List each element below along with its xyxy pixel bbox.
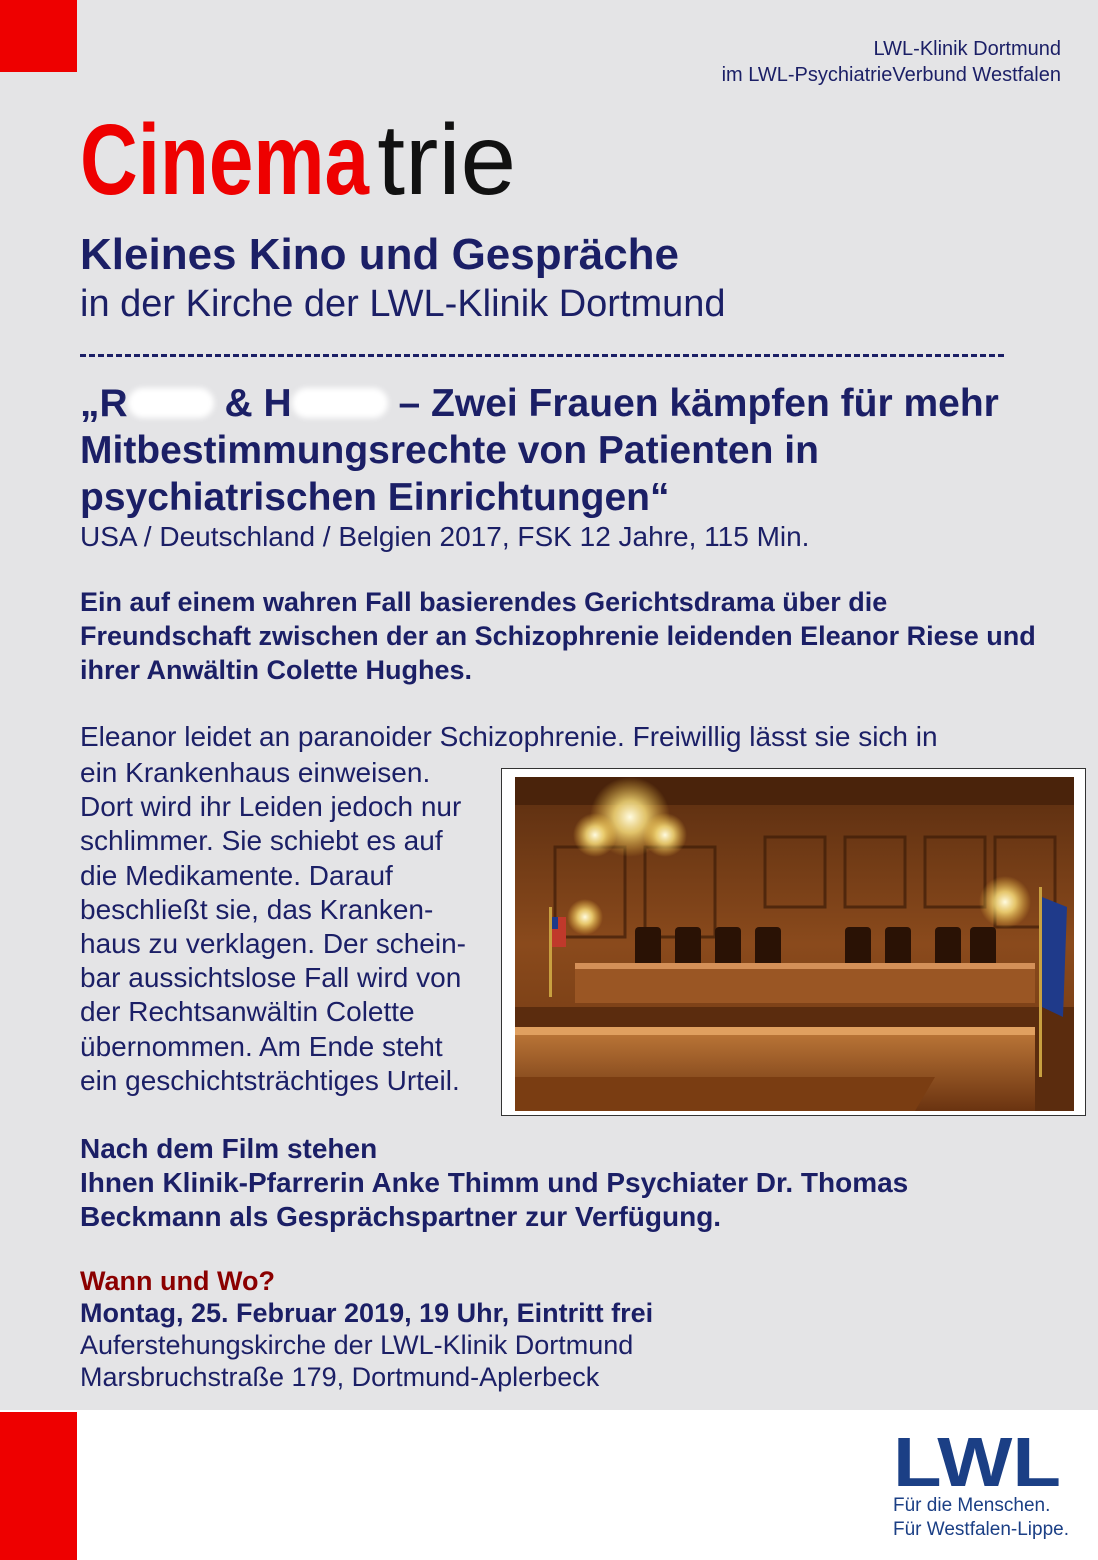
synopsis-line: ein Krankenhaus einweisen. xyxy=(80,757,431,788)
courtroom-photo xyxy=(501,768,1086,1116)
after-film-info xyxy=(80,1132,1040,1234)
film-intro: Ein auf einem wahren Fall basierendes Gerichtsdrama über die Freundschaft zwischen der an Schizophrenie leidenden Eleanor Riese und ihrer Anwältin Colette Hughes. xyxy=(80,587,1036,685)
film-title-mid: & H xyxy=(213,382,292,425)
when-heading: Wann und Wo? xyxy=(80,1266,275,1296)
event-date: Montag, 25. Februar 2019, 19 Uhr, Eintritt frei xyxy=(80,1298,654,1328)
lwl-slogan-line-2: Für Westfalen-Lippe. xyxy=(893,1519,1070,1540)
org-line-1: LWL-Klinik Dortmund xyxy=(873,38,1061,60)
logo-part-cinema: Cinema xyxy=(80,104,369,216)
synopsis-line: haus zu verklagen. Der schein- xyxy=(80,928,466,960)
red-corner-top xyxy=(0,0,77,72)
lwl-slogan-line-1: Für die Menschen. xyxy=(893,1495,1051,1516)
courtroom-illustration xyxy=(515,777,1074,1111)
red-corner-bottom xyxy=(0,1412,77,1560)
when-and-where xyxy=(80,1265,653,1393)
lwl-logo xyxy=(893,1434,1073,1542)
synopsis-line: ein geschichtsträchtiges Urteil. xyxy=(80,1064,460,1096)
synopsis-first-line: Eleanor leidet an paranoider Schizophrenie. Freiwillig lässt sie sich in xyxy=(80,721,938,752)
synopsis-column xyxy=(80,756,495,1098)
synopsis-line: Dort wird ihr Leiden jedoch nur xyxy=(80,791,462,823)
org-line-2: im LWL-PsychiatrieVerbund Westfalen xyxy=(721,64,1061,86)
after-film-line-2: Ihnen Klinik-Pfarrerin Anke Thimm und Psychiater Dr. Thomas Beckmann als Gesprächspartner zur Verfügung. xyxy=(80,1167,909,1232)
synopsis-line: bar aussichtslose Fall wird von xyxy=(80,962,462,994)
event-address: Marsbruchstraße 179, Dortmund-Aplerbeck xyxy=(80,1362,600,1392)
synopsis-line: schlimmer. Sie schiebt es auf xyxy=(80,825,443,857)
dashed-divider xyxy=(80,354,1004,357)
lwl-wordmark xyxy=(893,1434,1063,1490)
event-venue: Auferstehungskirche der LWL-Klinik Dortmund xyxy=(80,1330,634,1360)
film-title xyxy=(80,380,1060,521)
film-title-end: – Zwei Frauen kämpfen für mehr Mitbestimmungsrechte von Patienten in psychiatrischen Einrichtungen“ xyxy=(80,382,999,519)
lwl-slogan xyxy=(893,1494,1073,1542)
film-title-start: „R xyxy=(80,382,128,425)
synopsis-line: der Rechtsanwältin Colette xyxy=(80,996,415,1028)
after-film-line-1: Nach dem Film stehen xyxy=(80,1133,378,1164)
event-subtitle: Kleines Kino und Gespräche xyxy=(80,230,680,279)
cinematrie-logo xyxy=(80,100,516,220)
organization-header xyxy=(722,36,1061,88)
synopsis-line: die Medikamente. Darauf xyxy=(80,859,393,891)
redacted-name-2 xyxy=(292,388,388,418)
synopsis-line: übernommen. Am Ende steht xyxy=(80,1030,443,1062)
film-meta: USA / Deutschland / Belgien 2017, FSK 12 Jahre, 115 Min. xyxy=(80,521,810,552)
redacted-name-1 xyxy=(128,388,214,418)
event-location-line: in der Kirche der LWL-Klinik Dortmund xyxy=(80,283,726,325)
synopsis-line: beschließt sie, das Kranken- xyxy=(80,893,434,925)
logo-part-trie: trie xyxy=(377,104,517,216)
lwl-logo-text: LWL xyxy=(893,1434,1061,1490)
